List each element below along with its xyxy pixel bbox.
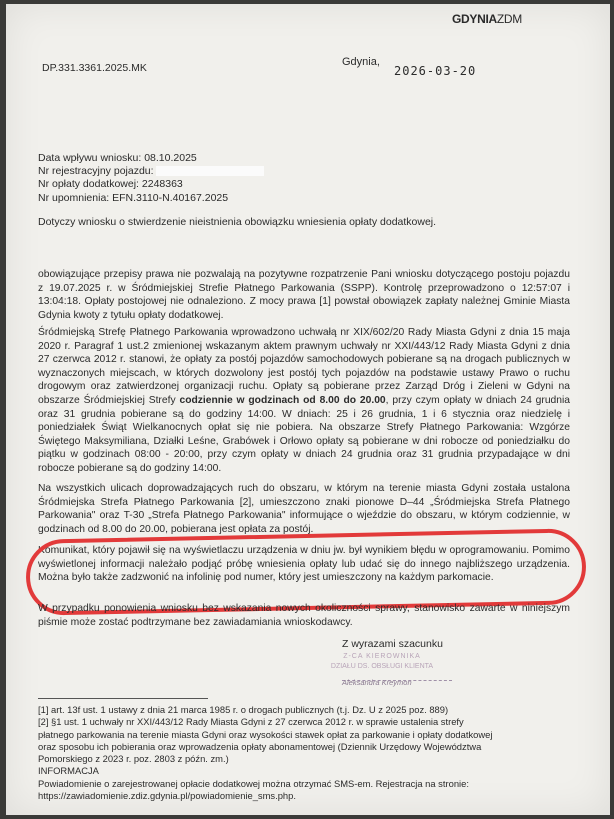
application-details xyxy=(38,152,264,205)
letter-page xyxy=(6,4,610,815)
gdynia-zdm-logo xyxy=(452,12,522,26)
redacted-plate xyxy=(156,166,264,176)
paragraph-device-error: Komunikat, który pojawił się na wyświetlaczu urządzenia w dniu jw. był wynikiem błędu w oprogramowaniu. Pomimo wyświetlonej informacji należało podjąć próbę wniesienia opłaty lub udać się do innego najbliższego urządzenia. Można było także zadzwonić na infolinię pod numer, który jest umieszczony na każdym parkomacie. xyxy=(38,545,570,584)
received-date: Data wpływu wniosku: 08.10.2025 xyxy=(38,152,197,164)
signatory-name: Aleksandra Kreymon xyxy=(342,678,412,687)
footnotes xyxy=(38,704,578,802)
footnote-2-line3: oraz sposobu ich pobierania oraz wprowadzenia opłaty abonamentowej (Dziennik Urzędowy Województwa xyxy=(38,740,482,752)
paragraph-decision: obowiązujące przepisy prawa nie pozwalają na pozytywne rozpatrzenie Pani wniosku dotyczącego postoju pojazdu z 19.07.2025 r. w Śródmiejskiej Strefie Płatnego Parkowania (SSPP). Kontrolę przeprowadzono o 12:57:07 i 13:04:18. Opłaty postojowej nie odnaleziono. Z mocy prawa [1] powstał obowiązek zapłaty należnej Gminie Miasta Gdynia kwoty z tytułu opłaty dodatkowej. xyxy=(38,269,570,321)
reminder-number: Nr upomnienia: EFN.3110-N.40167.2025 xyxy=(38,191,229,204)
footnote-1: [1] art. 13f ust. 1 ustawy z dnia 21 marca 1985 r. o drogach publicznych (t.j. Dz. U z 2025 poz. 889) xyxy=(38,704,449,715)
official-stamp xyxy=(322,652,442,672)
info-link: https://zawiadomienie.zdiz.gdynia.pl/powiadomienie_sms.php. xyxy=(38,790,296,802)
paragraph-signage: Na wszystkich ulicach doprowadzających ruch do obszaru, w którym na terenie miasta Gdyni została ustalona Śródmiejska Strefa Płatnego Parkowania [2], umieszczono znaki pionowe D–44 „Śródmiejska Strefa Płatnego Parkowania" oraz T-30 „Strefa Płatnego Parkowania" informujące o wjeździe do obszaru, w którym codziennie, w godzinach od 8.00 do 20.00, pobierana jest opłata za postój. xyxy=(38,483,570,535)
info-title: INFORMACJA xyxy=(38,765,99,777)
footnote-2-line4: Pomorskiego z 2023 r. poz. 2803 z późn. zm.) xyxy=(38,753,229,765)
paragraph-resubmission: W przypadku ponowienia wniosku bez wskazania nowych okoliczności sprawy, stanowisko zawarte w niniejszym piśmie może zostać podtrzymane bez zawiadamiania wnioskodawcy. xyxy=(38,603,570,628)
zone-rules-rest: , przy czym opłaty w dniach 24 grudnia oraz 31 grudnia pobierane są do godziny 14:00. W dniach: 25 i 26 grudnia, 1 i 6 stycznia oraz niedzielę i poniedziałek Świąt Wielkanocnych opłat się nie pobiera. Na obszarze Strefy Płatnego Parkowania: Wzgórze Świętego Maksymiliana, Działki Leśne, Grabówek i Orłowo opłaty są pobierane w dni robocze od poniedziałku do piątku w godzinach 08:00 - 20:00, przy czym opłaty w dniach 24 grudnia oraz 31 grudnia przypadające w dni robocze pobierane są do godziny 14:00. xyxy=(38,394,571,474)
stamp-department: DZIAŁU DS. OBSŁUGI KLIENTA xyxy=(330,663,434,670)
plate-number-label: Nr rejestracyjny pojazdu: xyxy=(38,165,154,178)
stamp-title: Z-CA KIEROWNIKA xyxy=(343,653,421,660)
letter-date: 2026-03-20 xyxy=(394,64,477,78)
zone-rules-text: Śródmiejską Strefę Płatnego Parkowania wprowadzono uchwałą nr XIX/602/20 Rady Miasta Gdyni z dnia 15 maja 2020 r. Paragraf 1 ust.2 zmienionej wskazanym aktem prawnym uchwały nr XXI/443/12 Rady Miasta Gdyni z dnia 27 czerwca 2012 r. stanowi, że opłaty za postój pojazdów samochodowych pobierane są na drogach publicznych w wyznaczonych miejscach, w których dozwolony jest postój tych pojazdów na podstawie ustawy Prawo o ruchu drogowym oraz zatwierdzonej organizacji ruchu. Opłaty są pobierane przez Zarząd Dróg i Zieleni w Gdyni na obszarze Śródmiejskiej Strefy xyxy=(38,327,570,406)
info-line1: Powiadomienie o zarejestrowanej opłacie dodatkowej można otrzymać SMS-em. Rejestracja na stronie: xyxy=(38,777,469,789)
paragraph-zone-rules xyxy=(38,326,570,476)
letter-subject: Dotyczy wniosku o stwierdzenie nieistnienia obowiązku wniesienia opłaty dodatkowej. xyxy=(38,216,437,228)
logo-unit: ZDM xyxy=(496,12,522,26)
fee-number: Nr opłaty dodatkowej: 2248363 xyxy=(38,178,183,191)
closing-greeting: Z wyrazami szacunku xyxy=(342,638,443,650)
reference-number: DP.331.3361.2025.MK xyxy=(42,62,147,74)
letter-city: Gdynia, xyxy=(342,56,380,68)
footnote-2-line2: płatnego parkowania na terenie miasta Gdyni oraz wysokości stawek opłat za parkowanie i opłaty dodatkowej xyxy=(38,728,493,740)
footnote-2-line1: [2] §1 ust. 1 uchwały nr XXI/443/12 Rady Miasta Gdyni z 27 czerwca 2012 r. w sprawie ustalenia strefy xyxy=(38,716,464,728)
plate-number-row xyxy=(38,165,264,178)
zone-hours-bold: codziennie w godzinach od 8.00 do 20.00 xyxy=(179,394,386,406)
footnote-divider xyxy=(38,698,208,699)
logo-brand: GDYNIA xyxy=(452,12,497,26)
